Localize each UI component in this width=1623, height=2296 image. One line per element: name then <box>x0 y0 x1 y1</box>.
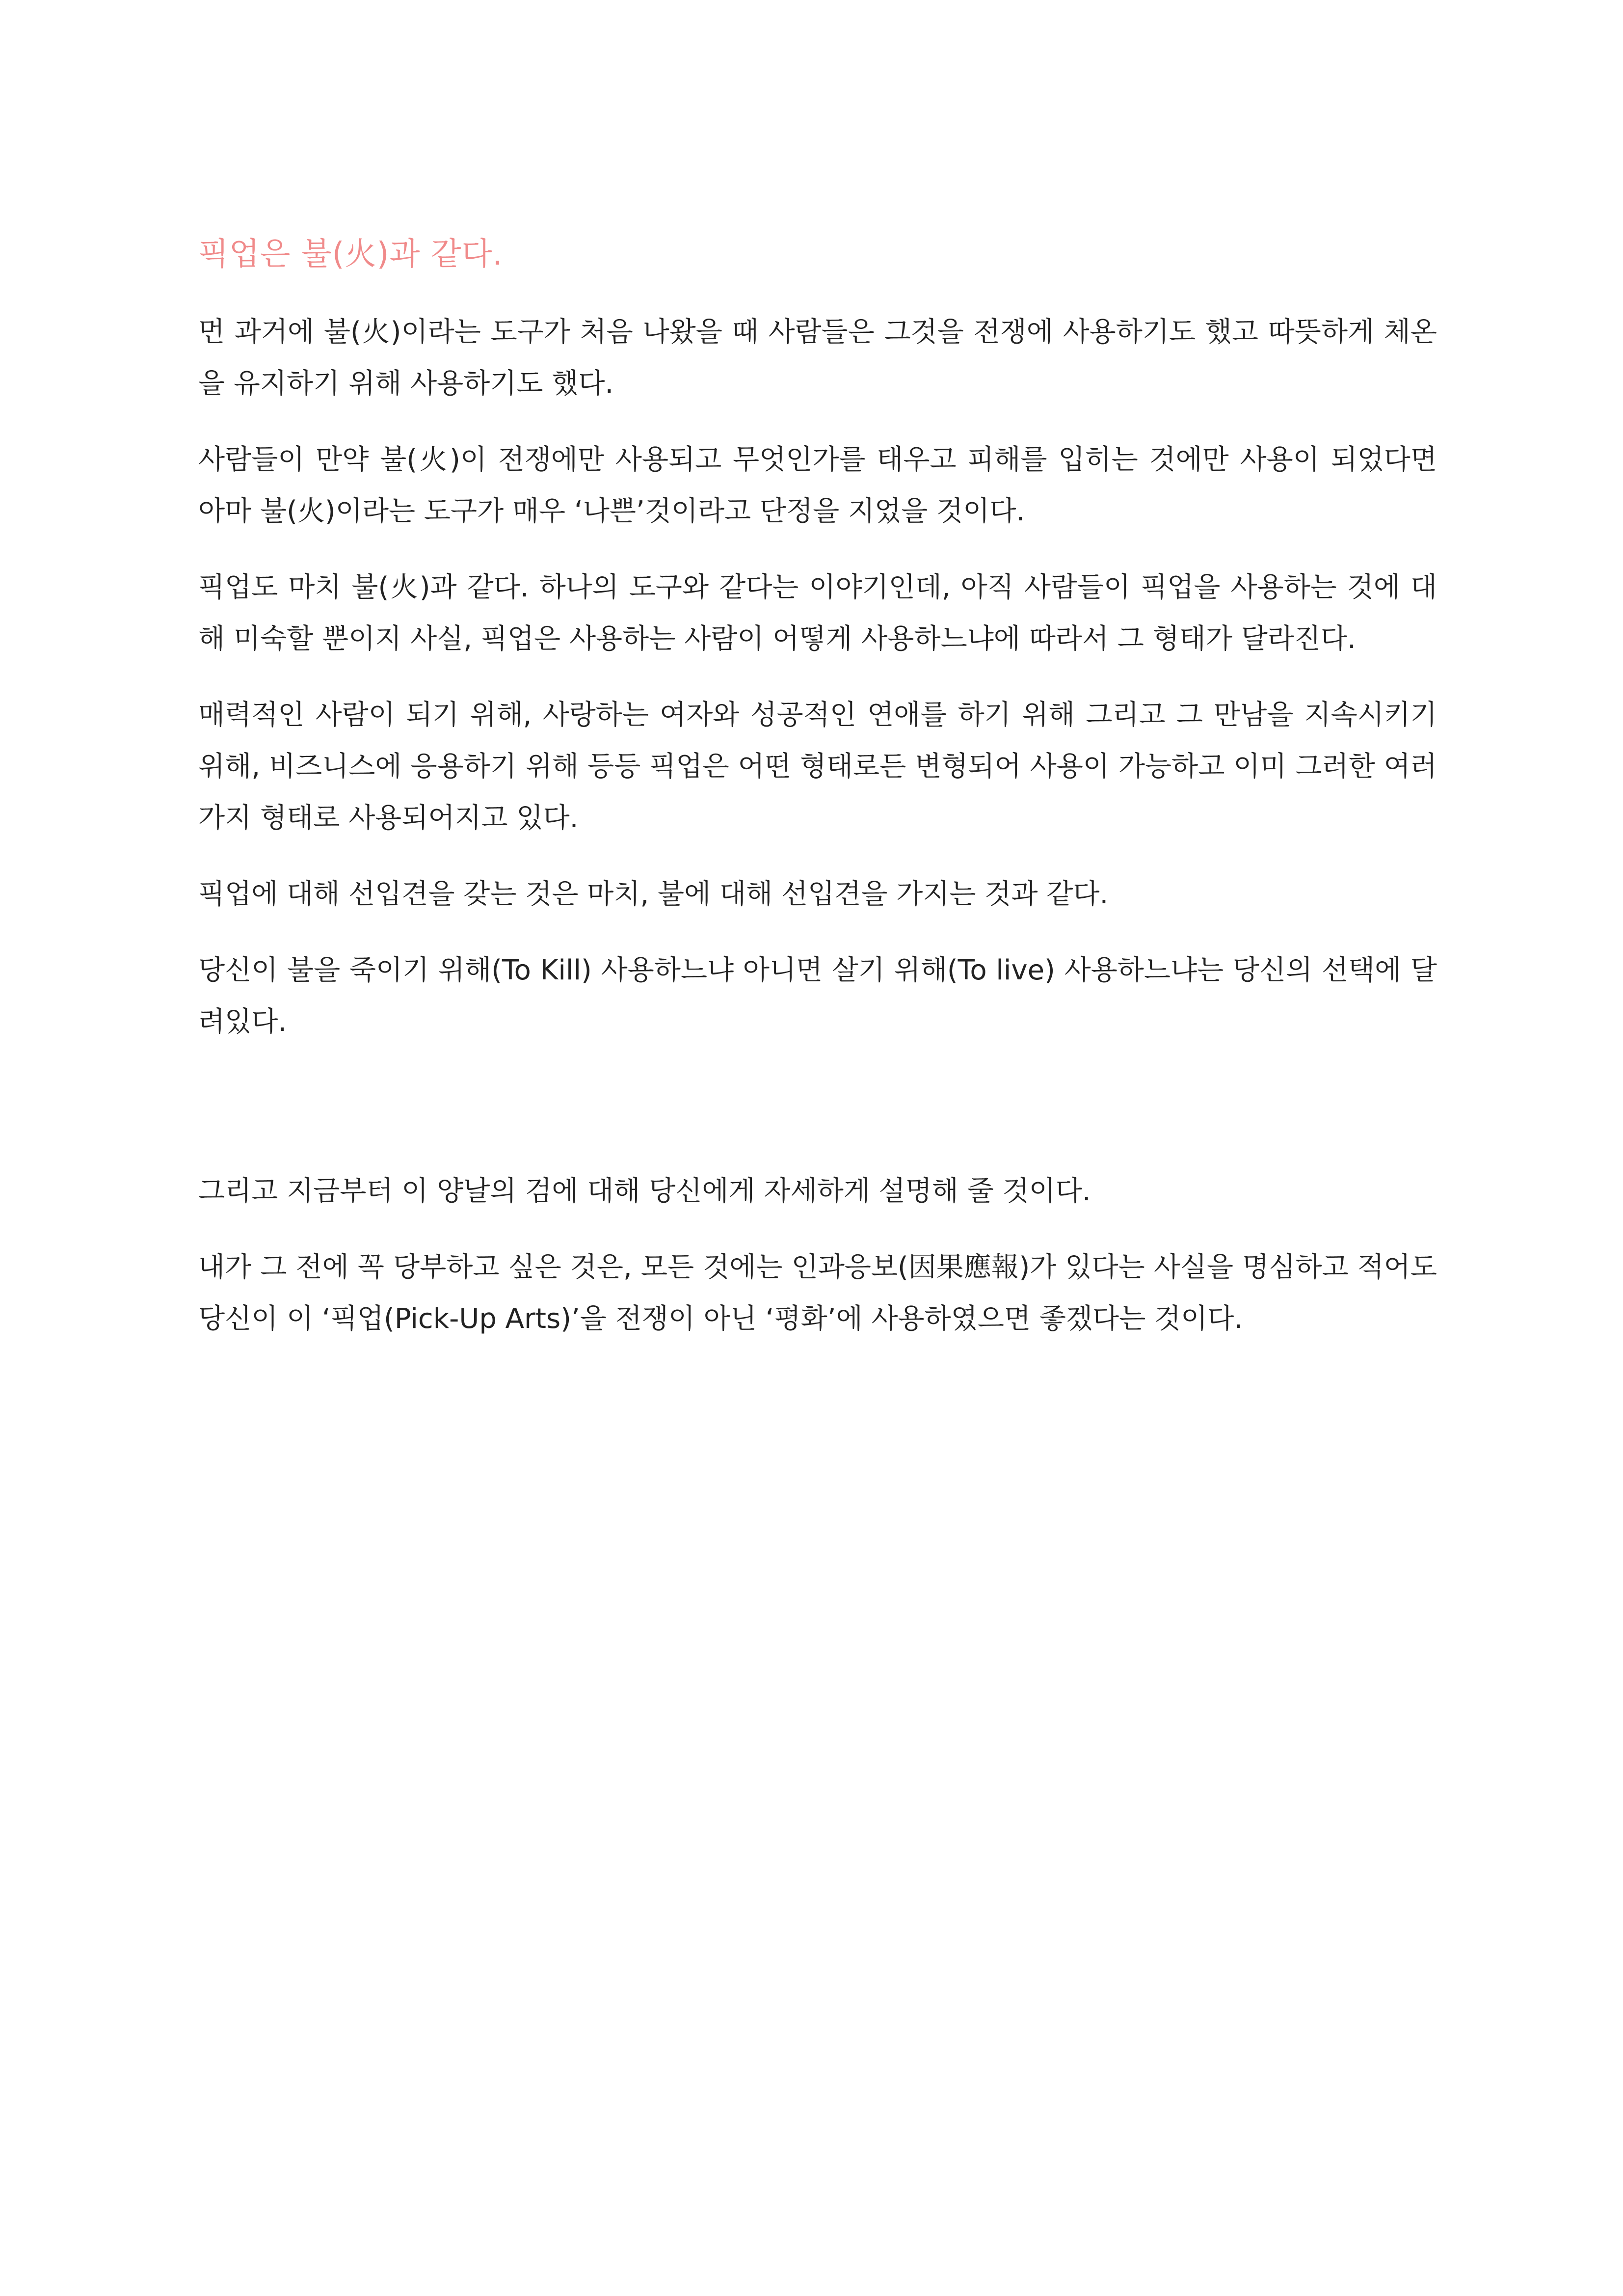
paragraph: 먼 과거에 불(火)이라는 도구가 처음 나왔을 때 사람들은 그것을 전쟁에 사용하기도 했고 따뜻하게 체온을 유지하기 위해 사용하기도 했다. <box>198 316 1437 400</box>
paragraph: 픽업도 마치 불(火)과 같다. 하나의 도구와 같다는 이야기인데, 아직 사람들이 픽업을 사용하는 것에 대해 미숙할 뿐이지 사실, 픽업은 사용하는 사람이 어떻게 사용하느냐에 따라서 그 형태가 달라진다. <box>198 571 1437 655</box>
paragraph: 사람들이 만약 불(火)이 전쟁에만 사용되고 무엇인가를 태우고 피해를 입히는 것에만 사용이 되었다면 아마 불(火)이라는 도구가 매우 ‘나쁜’것이라고 단정을 지었을 것이다. <box>198 444 1437 527</box>
document-title: 픽업은 불(火)과 같다. <box>198 236 503 272</box>
section-spacer <box>198 1072 1437 1165</box>
paragraph: 내가 그 전에 꼭 당부하고 싶은 것은, 모든 것에는 인과응보(因果應報)가 있다는 사실을 명심하고 적어도 당신이 이 ‘픽업(Pick-Up Arts)’을 전쟁이 아닌 ‘평화’에 사용하였으면 좋겠다는 것이다. <box>198 1251 1437 1335</box>
paragraph: 픽업에 대해 선입견을 갖는 것은 마치, 불에 대해 선입견을 가지는 것과 같다. <box>198 878 1109 910</box>
paragraph: 그리고 지금부터 이 양날의 검에 대해 당신에게 자세하게 설명해 줄 것이다. <box>198 1175 1091 1207</box>
paragraph: 매력적인 사람이 되기 위해, 사랑하는 여자와 성공적인 연애를 하기 위해 그리고 그 만남을 지속시키기 위해, 비즈니스에 응용하기 위해 등등 픽업은 어떤 형태로든 변형되어 사용이 가능하고 이미 그러한 여러가지 형태로 사용되어지고 있다. <box>198 699 1437 834</box>
document-body <box>198 230 1437 1369</box>
paragraph: 당신이 불을 죽이기 위해(To Kill) 사용하느냐 아니면 살기 위해(To live) 사용하느냐는 당신의 선택에 달려있다. <box>198 954 1437 1038</box>
